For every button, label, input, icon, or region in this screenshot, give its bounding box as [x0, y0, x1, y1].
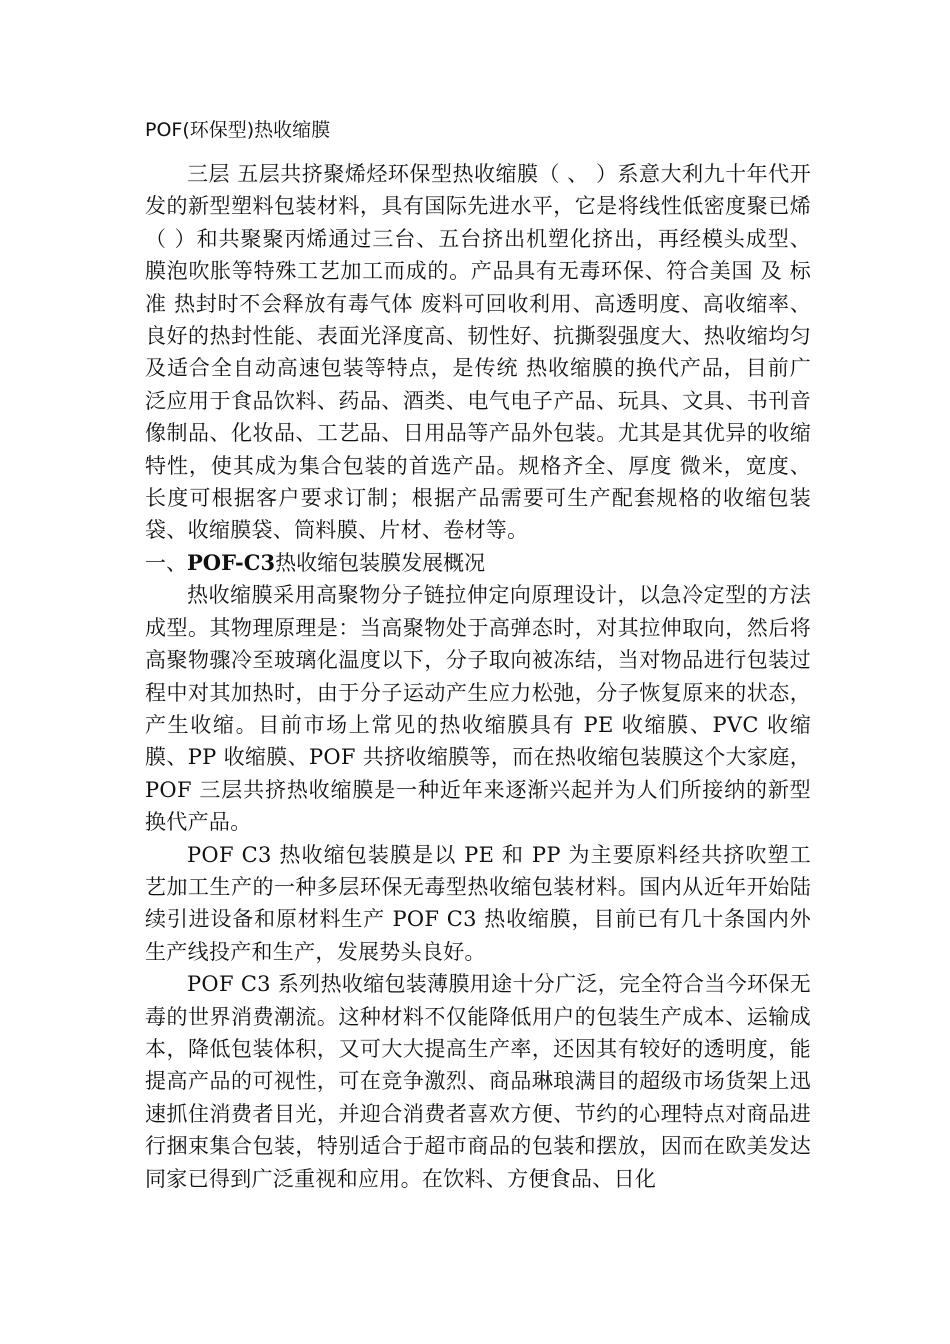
- section-heading-text: 热收缩包装膜发展概况: [275, 550, 486, 575]
- document-title: POF(环保型)热收缩膜: [145, 119, 331, 141]
- section-heading-1: [145, 547, 811, 579]
- body-paragraph-1: 热收缩膜采用高聚物分子链拉伸定向原理设计，以急冷定型的方法成型。其物理原理是：当高聚物处于高弹态时，对其拉伸取向，然后将高聚物骤冷至玻璃化温度以下，分子取向被冻结，当对物品进行包装过程中对其加热时，由于分子运动产生应力松弛，分子恢复原来的状态，产生收缩。目前市场上常见的热收缩膜具有 PE 收缩膜、PVC 收缩膜、PP 收缩膜、POF 共挤收缩膜等，而在热收缩包装膜这个大家庭，POF 三层共挤热收缩膜是一种近年来逐渐兴起并为人们所接纳的新型换代产品。: [145, 583, 811, 835]
- body-paragraph-3: POF C3 系列热收缩包装薄膜用途十分广泛，完全符合当今环保无毒的世界消费潮流。这种材料不仅能降低用户的包装生产成本、运输成本，降低包装体积，又可大大提高生产率，还因其有较好的透明度，能提高产品的可视性，可在竞争激烈、商品琳琅满目的超级市场货架上迅速抓住消费者目光，并迎合消费者喜欢方便、节约的心理特点对商品进行捆束集合包装，特别适合于超市商品的包装和摆放，因而在欧美发达同家已得到广泛重视和应用。在饮料、方便食品、日化: [145, 972, 811, 1191]
- section-heading-prefix: 一、: [145, 550, 187, 575]
- section-heading-code: POF-C3: [187, 549, 276, 575]
- intro-paragraph: 三层 五层共挤聚烯烃环保型热收缩膜（ 、 ）系意大利九十年代开发的新型塑料包装材料，具有国际先进水平，它是将线性低密度聚已烯（ ）和共聚聚丙烯通过三台、五台挤出机塑化挤出，再经模头成型、膜泡吹胀等特殊工艺加工而成的。产品具有无毒环保、符合美国 及 标准 热封时不会释放有毒气体 废料可回收利用、高透明度、高收缩率、良好的热封性能、表面光泽度高、韧性好、抗撕裂强度大、热收缩均匀及适合全自动高速包装等特点，是传统 热收缩膜的换代产品，目前广泛应用于食品饮料、药品、酒类、电气电子产品、玩具、文具、书刊音像制品、化妆品、工艺品、日用品等产品外包装。尤其是其优异的收缩特性，使其成为集合包装的首选产品。规格齐全、厚度 微米，宽度、长度可根据客户要求订制；根据产品需要可生产配套规格的收缩包装袋、收缩膜袋、筒料膜、片材、卷材等。: [145, 162, 811, 543]
- body-paragraph-2: POF C3 热收缩包装膜是以 PE 和 PP 为主要原料经共挤吹塑工艺加工生产的一种多层环保无毒型热收缩包装材料。国内从近年开始陆续引进设备和原材料生产 POF C3 热收缩膜，目前已有几十条国内外生产线投产和生产，发展势头良好。: [145, 842, 811, 964]
- document-page: [145, 114, 811, 1195]
